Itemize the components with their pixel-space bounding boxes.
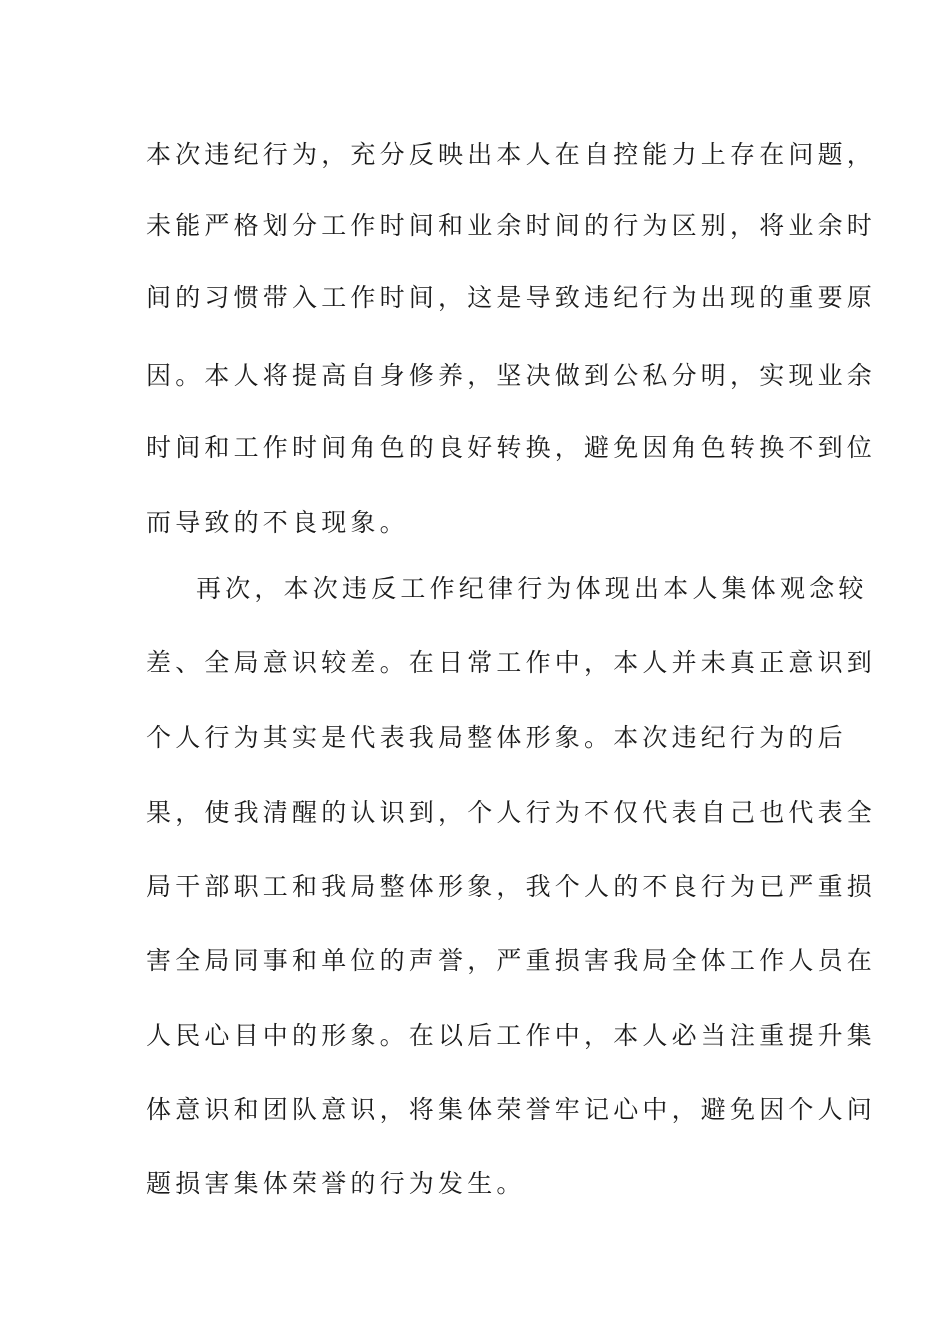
text-line: 人民心目中的形象。在以后工作中，本人必当注重提升集: [146, 1021, 877, 1050]
text-line: 害全局同事和单位的声誉，严重损害我局全体工作人员在: [146, 946, 877, 975]
text-line: 时间和工作时间角色的良好转换，避免因角色转换不到位: [146, 433, 877, 462]
text-line: 体意识和团队意识，将集体荣誉牢记心中，避免因个人问: [146, 1095, 877, 1124]
text-line: 未能严格划分工作时间和业余时间的行为区别，将业余时: [146, 211, 877, 240]
text-line: 本次违纪行为，充分反映出本人在自控能力上存在问题，: [146, 140, 877, 169]
text-line: 因。本人将提高自身修养，坚决做到公私分明，实现业余: [146, 361, 877, 390]
text-line: 题损害集体荣誉的行为发生。: [146, 1169, 526, 1198]
text-line: 而导致的不良现象。: [146, 508, 409, 537]
text-line: 局干部职工和我局整体形象，我个人的不良行为已严重损: [146, 872, 877, 901]
paragraph-first-line: 再次，本次违反工作纪律行为体现出本人集体观念较: [196, 574, 868, 603]
text-line: 个人行为其实是代表我局整体形象。本次违纪行为的后: [146, 723, 847, 752]
text-line: 间的习惯带入工作时间，这是导致违纪行为出现的重要原: [146, 283, 877, 312]
text-line: 果，使我清醒的认识到，个人行为不仅代表自己也代表全: [146, 798, 877, 827]
text-line: 差、全局意识较差。在日常工作中，本人并未真正意识到: [146, 648, 877, 677]
